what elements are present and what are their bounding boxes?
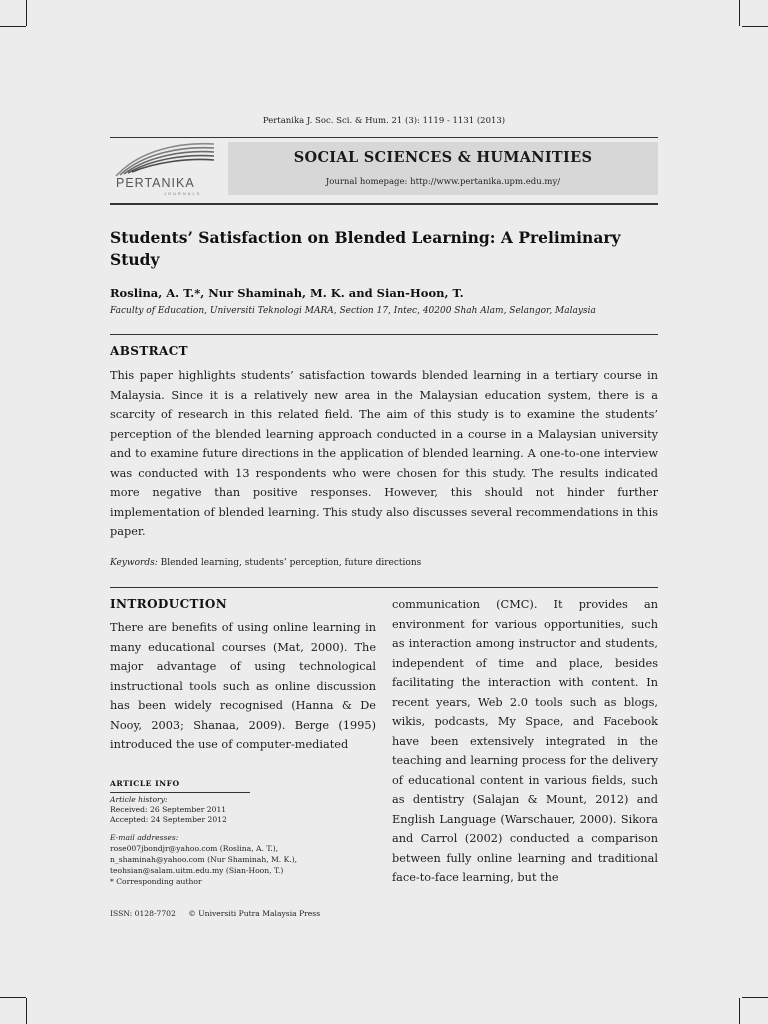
- crop-mark-bottom-left-h: [0, 997, 26, 998]
- crop-mark-top-right: [739, 0, 740, 26]
- crop-mark-top-left-h: [0, 26, 26, 27]
- author-affiliation: Faculty of Education, Universiti Teknologi MARA, Section 17, Intec, 40200 Shah Alam, Selangor, Malaysia: [110, 306, 596, 316]
- crop-mark-top-right-h: [742, 26, 768, 27]
- journal-banner: [228, 142, 658, 195]
- issn: ISSN: 0128-7702: [110, 909, 176, 918]
- abstract-bottom-rule: [110, 587, 658, 588]
- abstract-body: This paper highlights students’ satisfaction towards blended learning in a tertiary course in Malaysia. Since it is a relatively new area in the Malaysian education system, there is a scarcity of research in this related field. The aim of this study is to examine the students’ perception of the blended learning approach conducted in a course in a Malaysian university and to examine future directions in the application of blended learning. A one-to-one interview was conducted with 13 respondents who were chosen for this study. The results indicated more negative than positive responses. However, this should not hinder further implementation of blended learning. This study also discusses several recommendations in this paper.: [110, 369, 658, 538]
- email-addresses-label: E-mail addresses:: [110, 833, 179, 842]
- keywords-label: Keywords:: [110, 558, 158, 568]
- header-bottom-rule: [110, 203, 658, 205]
- logo-subtext: JOURNALS: [164, 191, 202, 196]
- abstract-heading: ABSTRACT: [110, 344, 189, 358]
- article-authors: Roslina, A. T.*, Nur Shaminah, M. K. and Sian-Hoon, T.: [110, 286, 464, 300]
- crop-mark-top-left: [26, 0, 27, 26]
- corresponding-author-note: * Corresponding author: [110, 877, 202, 886]
- page-footer: [110, 909, 320, 918]
- logo-wordmark: PERTANIKA: [116, 176, 195, 190]
- article-history-label: Article history:: [110, 795, 168, 804]
- introduction-left-column: There are benefits of using online learning in many educational courses (Mat, 2000). The major advantage of using technological instructional tools such as online discussion has been widely recognised (Hanna & De Nooy, 2003; Shanaa, 2009). Berge (1995) introduced the use of computer-mediated: [110, 621, 376, 751]
- introduction-right-column: communication (CMC). It provides an environment for various opportunities, such as interaction among instructor and students, independent of time and place, besides facilitating the interaction with content. In recent years, Web 2.0 tools such as blogs, wikis, podcasts, My Space, and Facebook have been extensively integrated in the teaching and learning process for the delivery of educational content in various fields, such as dentistry (Salajan & Mount, 2012) and English Language (Warschauer, 2000). Sikora and Carrol (2002) conducted a comparison between fully online learning and traditional face-to-face learning, but the: [392, 598, 658, 884]
- crop-mark-bottom-left: [26, 998, 27, 1024]
- pertanika-logo: [110, 140, 228, 198]
- crop-mark-bottom-right: [739, 998, 740, 1024]
- journal-citation: Pertanika J. Soc. Sci. & Hum. 21 (3): 1119 - 1131 (2013): [262, 116, 506, 126]
- article-title: Students’ Satisfaction on Blended Learning: A Preliminary Study: [110, 228, 621, 269]
- accepted-date: Accepted: 24 September 2012: [110, 815, 227, 824]
- article-info-heading: ARTICLE INFO: [110, 779, 180, 788]
- keywords-list: Blended learning, students’ perception, future directions: [160, 558, 422, 568]
- introduction-heading: INTRODUCTION: [110, 597, 228, 611]
- email-address-3: teohsian@salam.uitm.edu.my (Sian-Hoon, T.): [110, 866, 284, 875]
- crop-mark-bottom-right-h: [742, 997, 768, 998]
- email-address-2: n_shaminah@yahoo.com (Nur Shaminah, M. K.),: [110, 855, 298, 864]
- copyright: © Universiti Putra Malaysia Press: [188, 909, 321, 918]
- received-date: Received: 26 September 2011: [110, 805, 227, 814]
- affiliation-rule: [110, 334, 658, 335]
- logo-swoosh-icon: [110, 140, 228, 180]
- article-info-rule: [110, 792, 250, 793]
- journal-homepage: Journal homepage: http://www.pertanika.upm.edu.my/: [325, 177, 561, 187]
- header-top-rule: [110, 137, 658, 138]
- journal-name: SOCIAL SCIENCES & HUMANITIES: [293, 149, 593, 166]
- keywords-line: [110, 558, 421, 568]
- email-address-1: rose007jbondjr@yahoo.com (Roslina, A. T.),: [110, 844, 279, 853]
